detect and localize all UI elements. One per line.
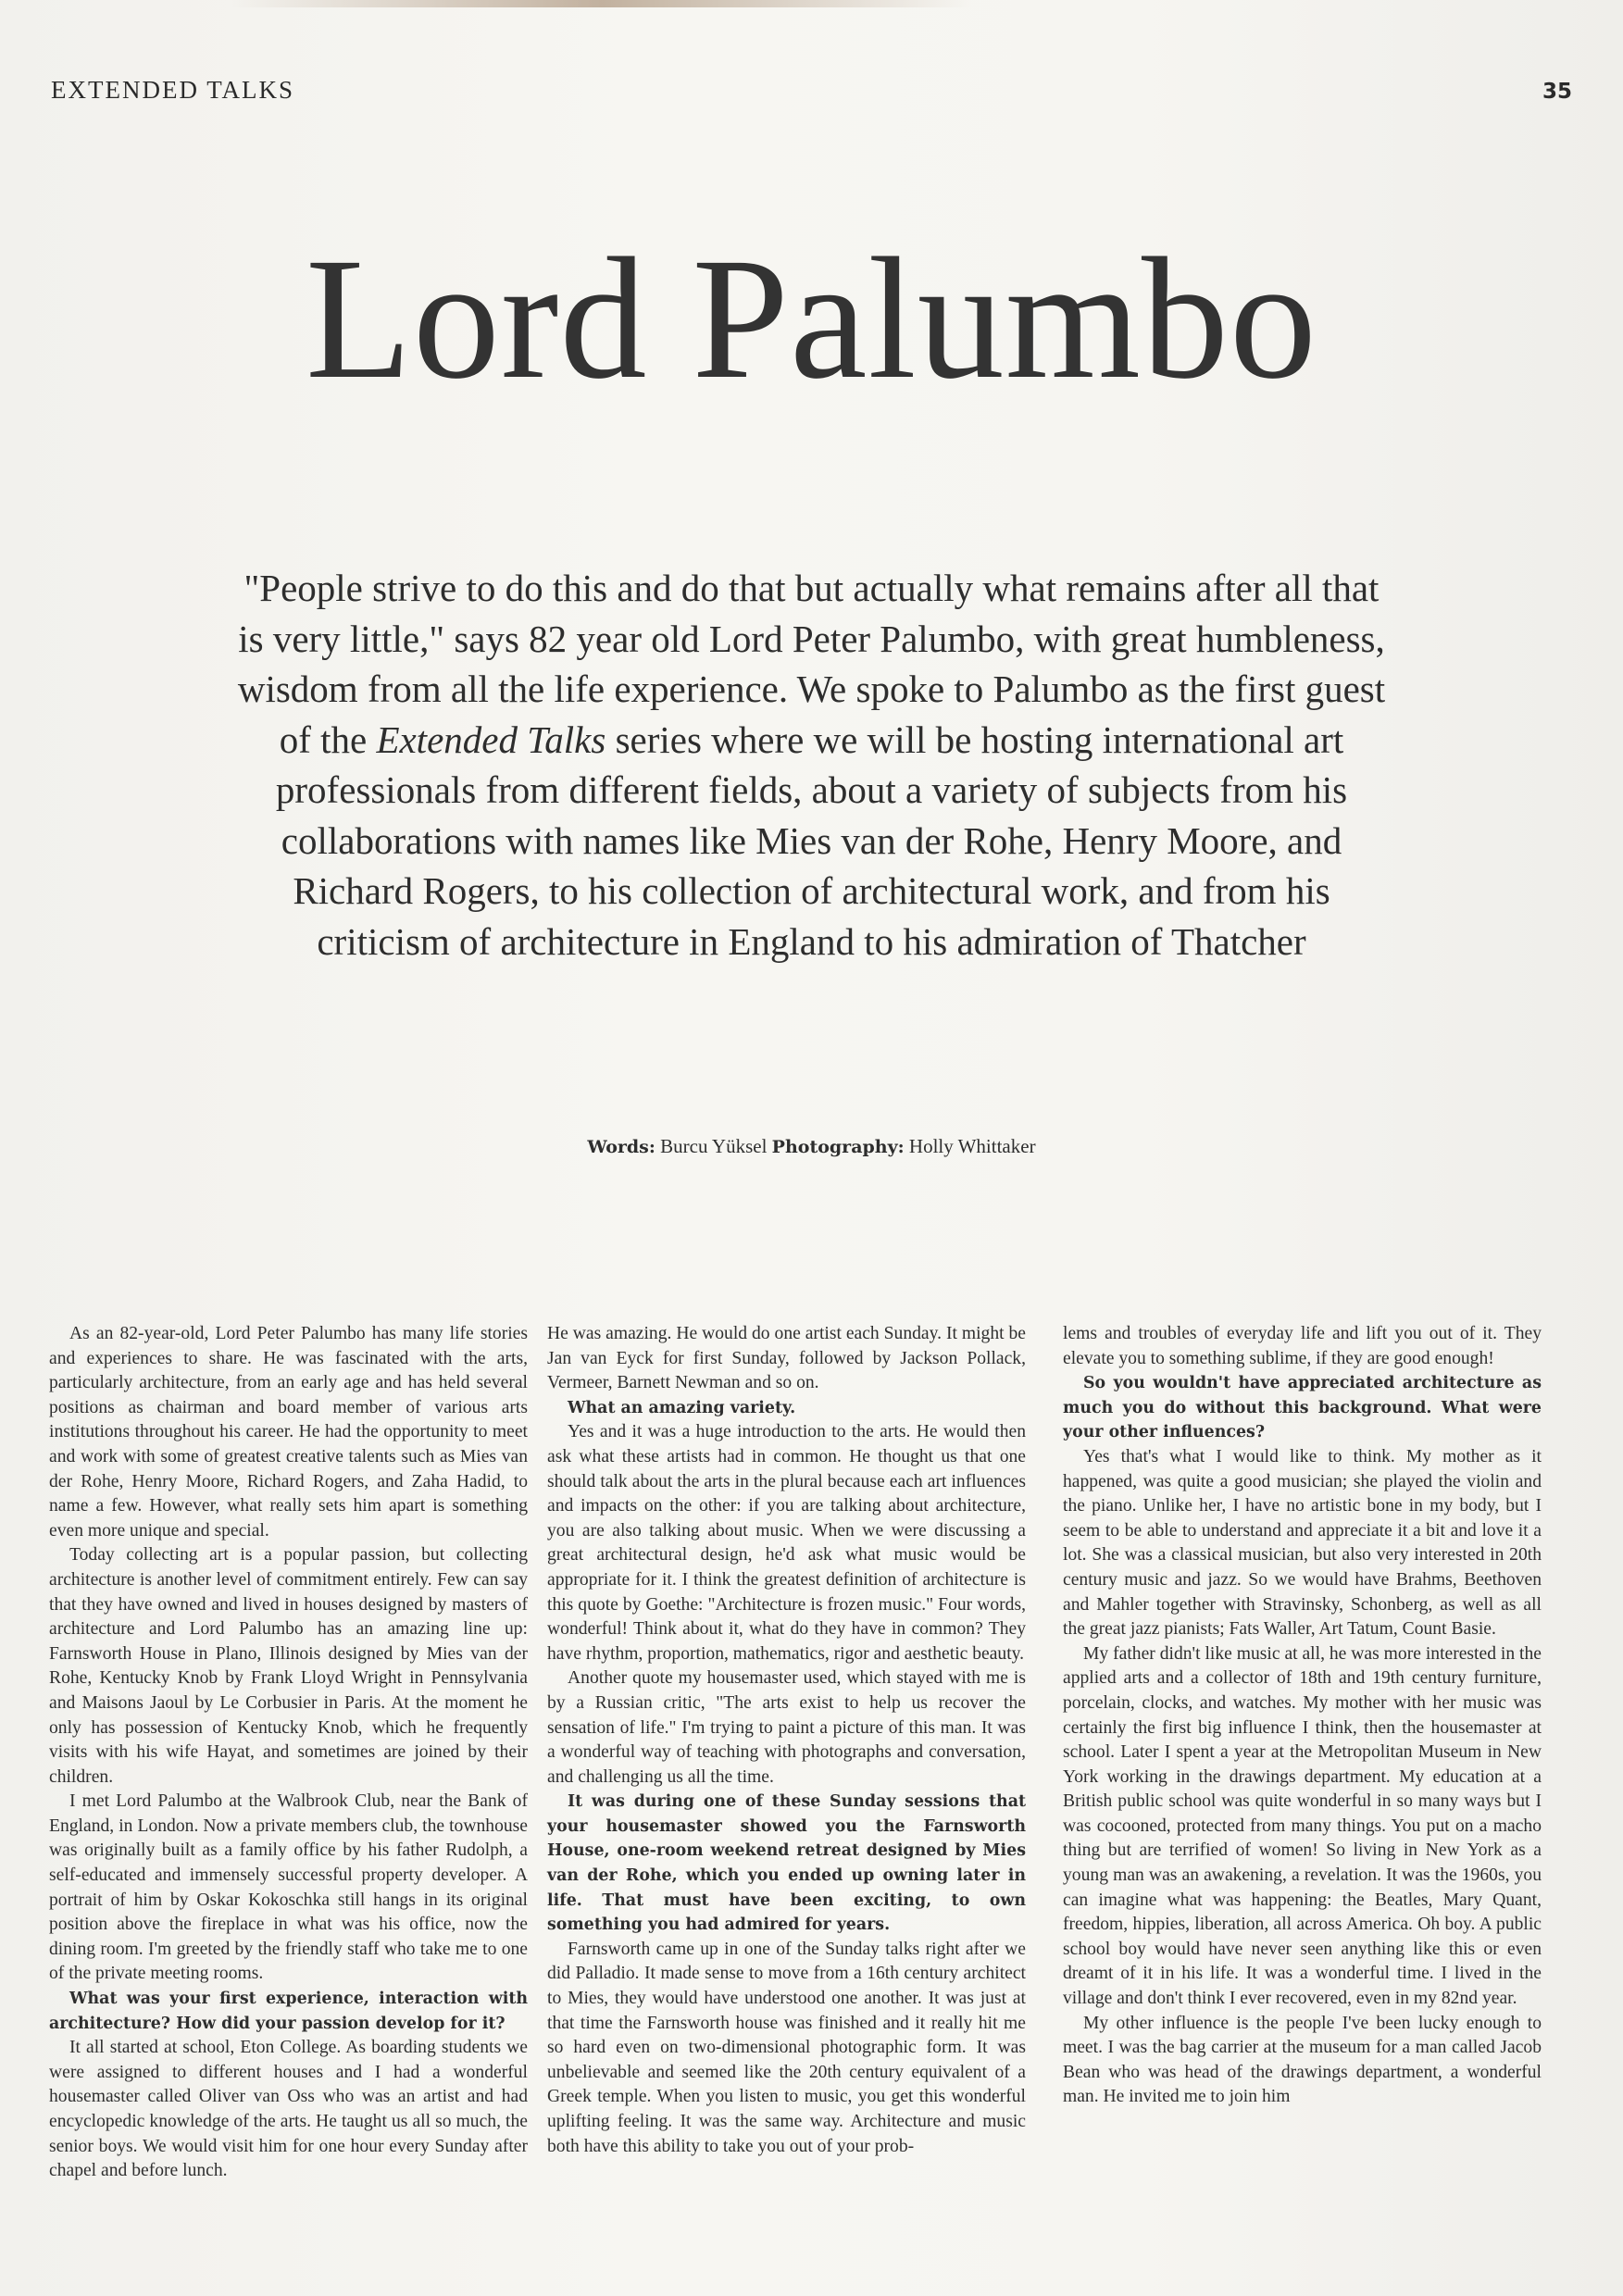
paragraph: It all started at school, Eton College. As boarding students we were assigned to different houses and I had a wonderful housemaster called Oliver van Oss who was an artist and had encyclopedic knowledge of the arts. He taught us all so much, the senior boys. We would visit him for one hour every Sunday after chapel and before lunch. — [49, 2038, 528, 2181]
section-header: EXTENDED TALKS — [51, 76, 295, 104]
paragraph: My father didn't like music at all, he was more interested in the applied arts and a collector of 18th and 19th century furniture, porcelain, clocks, and watches. My mother with her music was certainly the first big influence I think, then the housemaster at school. Later I spent a year at the Metropolitan Museum in New York working in the drawings department. My education at a British public school was quite wonderful in so many ways but I was cocooned, protected from many things. You put on a macho thing but are terrified of women! So living in New York as a young man was an awakening, a revelation. It was the 1960s, you can imagine what was happening: the Beatles, Mary Quant, freedom, hippies, liberation, all across America. Oh boy. A public school boy would have never seen anything like this or even dreamt of it in his life. It was a wonderful time. I lived in the village and don't think I ever recovered, even in my 82nd year. — [1063, 1643, 1542, 2009]
body-column-1 — [49, 1322, 528, 2184]
paragraph: He was amazing. He would do one artist each Sunday. It might be Jan van Eyck for first Sunday, followed by Jackson Pollack, Vermeer, Barnett Newman and so on. — [547, 1324, 1026, 1393]
paragraph: Yes that's what I would like to think. My mother as it happened, was quite a good musician; she played the violin and the piano. Unlike her, I have no artistic bone in my body, but I seem to be able to understand and appreciate it a bit and love it a lot. She was a classical musician, but also very interested in 20th century music and jazz. So we would have Brahms, Beethoven and Mahler together with Stravinsky, Schonberg, as well as all the great jazz pianists; Fats Waller, Art Tatum, Count Basie. — [1063, 1446, 1542, 1640]
standfirst-text-2: series where we will be hosting international art professionals from different fields, about a variety of subjects from his collaborations with names like Mies van der Rohe, Henry Moore, and Richard Rogers, to his collection of architectural work, and from his criticism of architecture in England to his admiration of Thatcher — [275, 718, 1348, 963]
interview-question: What an amazing variety. — [568, 1398, 796, 1417]
article-title: Lord Palumbo — [306, 221, 1317, 415]
interview-question: What was your first experience, interaction with architecture? How did your passion develop for it? — [49, 1990, 528, 2033]
paragraph: Farnsworth came up in one of the Sunday talks right after we did Palladio. It made sense to move from a 16th century architect to Mies, they would have understood one another. It was just at that time the Farnsworth house was finished and it really hit me so hard even on two-dimensional photographic form. It was unbelievable and seemed like the 20th century equivalent of a Greek temple. When you listen to music, you get this wonderful uplifting feeling. It was the same way. Architecture and music both have this ability to take you out of your prob- — [547, 1939, 1026, 2156]
paragraph: lems and troubles of everyday life and lift you out of it. They elevate you to something sublime, if they are good enough! — [1063, 1324, 1542, 1368]
photography-label: Photography: — [771, 1137, 905, 1157]
photographer-name: Holly Whittaker — [908, 1135, 1036, 1157]
interview-question: So you wouldn't have appreciated architecture as much you do without this background. What were your other influences? — [1063, 1374, 1542, 1442]
words-label: Words: — [587, 1137, 655, 1157]
paragraph: I met Lord Palumbo at the Walbrook Club, near the Bank of England, in London. Now a private members club, the townhouse was originally built as a family office by his father Rudolph, a self-educated and immensely successful property developer. A portrait of him by Oskar Kokoschka still hangs in its original position above the fireplace in what was his office, now the dining room. I'm greeted by the friendly staff who take me to one of the private meeting rooms. — [49, 1791, 528, 1984]
interview-question: It was during one of these Sunday sessions that your housemaster showed you the Farnsworth House, one-room weekend retreat designed by Mies van der Rohe, which you ended up owning later in life. That must have been exciting, to own something you had admired for years. — [547, 1792, 1026, 1935]
paragraph: Today collecting art is a popular passion, but collecting architecture is another level of commitment entirely. Few can say that they have owned and lived in houses designed by masters of architecture and Lord Palumbo has an amazing line up: Farnsworth House in Plano, Illinois designed by Mies van der Rohe, Kentucky Knob by Frank Lloyd Wright in Pennsylvania and Maisons Jaoul by Le Corbusier in Paris. At the moment he only has possession of Kentucky Knob, which he frequently visits with his wife Hayat, and sometimes are joined by their children. — [49, 1545, 528, 1787]
standfirst — [231, 563, 1392, 967]
credits — [0, 1135, 1623, 1158]
paragraph: As an 82-year-old, Lord Peter Palumbo has many life stories and experiences to share. He was fascinated with the arts, particularly architecture, from an early age and has held several positions as chairman and board member of various arts institutions throughout his career. He had the opportunity to meet and work with some of greatest creative talents such as Mies van der Rohe, Henry Moore, Richard Rogers, and Zaha Hadid, to name a few. However, what really sets him apart is something even more unique and special. — [49, 1324, 528, 1541]
body-column-3 — [1063, 1322, 1542, 2110]
series-name: Extended Talks — [376, 718, 606, 761]
page-number: 35 — [1542, 80, 1572, 104]
paragraph: My other influence is the people I've been lucky enough to meet. I was the bag carrier at the museum for a man called Jacob Bean who was head of the drawings department, a wonderful man. He invited me to join him — [1063, 2013, 1542, 2107]
paragraph: Another quote my housemaster used, which stayed with me is by a Russian critic, "The arts exist to help us recover the sensation of life." I'm trying to paint a picture of this man. It was a wonderful way of teaching with photographs and conversation, and challenging us all the time. — [547, 1668, 1026, 1787]
body-column-2 — [547, 1322, 1026, 2159]
page-top-edge — [231, 0, 972, 7]
standfirst-text-1: "People strive to do this and do that but actually what remains after all that is very little," says 82 year old Lord Peter Palumbo, with great humbleness, wisdom from all the life experience. We spoke to Palumbo as the first guest of the — [237, 567, 1386, 761]
author-name: Burcu Yüksel — [660, 1135, 768, 1157]
paragraph: Yes and it was a huge introduction to the arts. He would then ask what these artists had in common. He thought us that one should talk about the arts in the plural because each art influences and impacts on the other: if you are talking about architecture, you are also talking about music. When we were discussing a great architectural design, he'd ask what music would be appropriate for it. I think the greatest definition of architecture is this quote by Goethe: "Architecture is frozen music." Four words, wonderful! Think about it, what do they have in common? They have rhythm, proportion, mathematics, rigor and aesthetic beauty. — [547, 1422, 1026, 1664]
